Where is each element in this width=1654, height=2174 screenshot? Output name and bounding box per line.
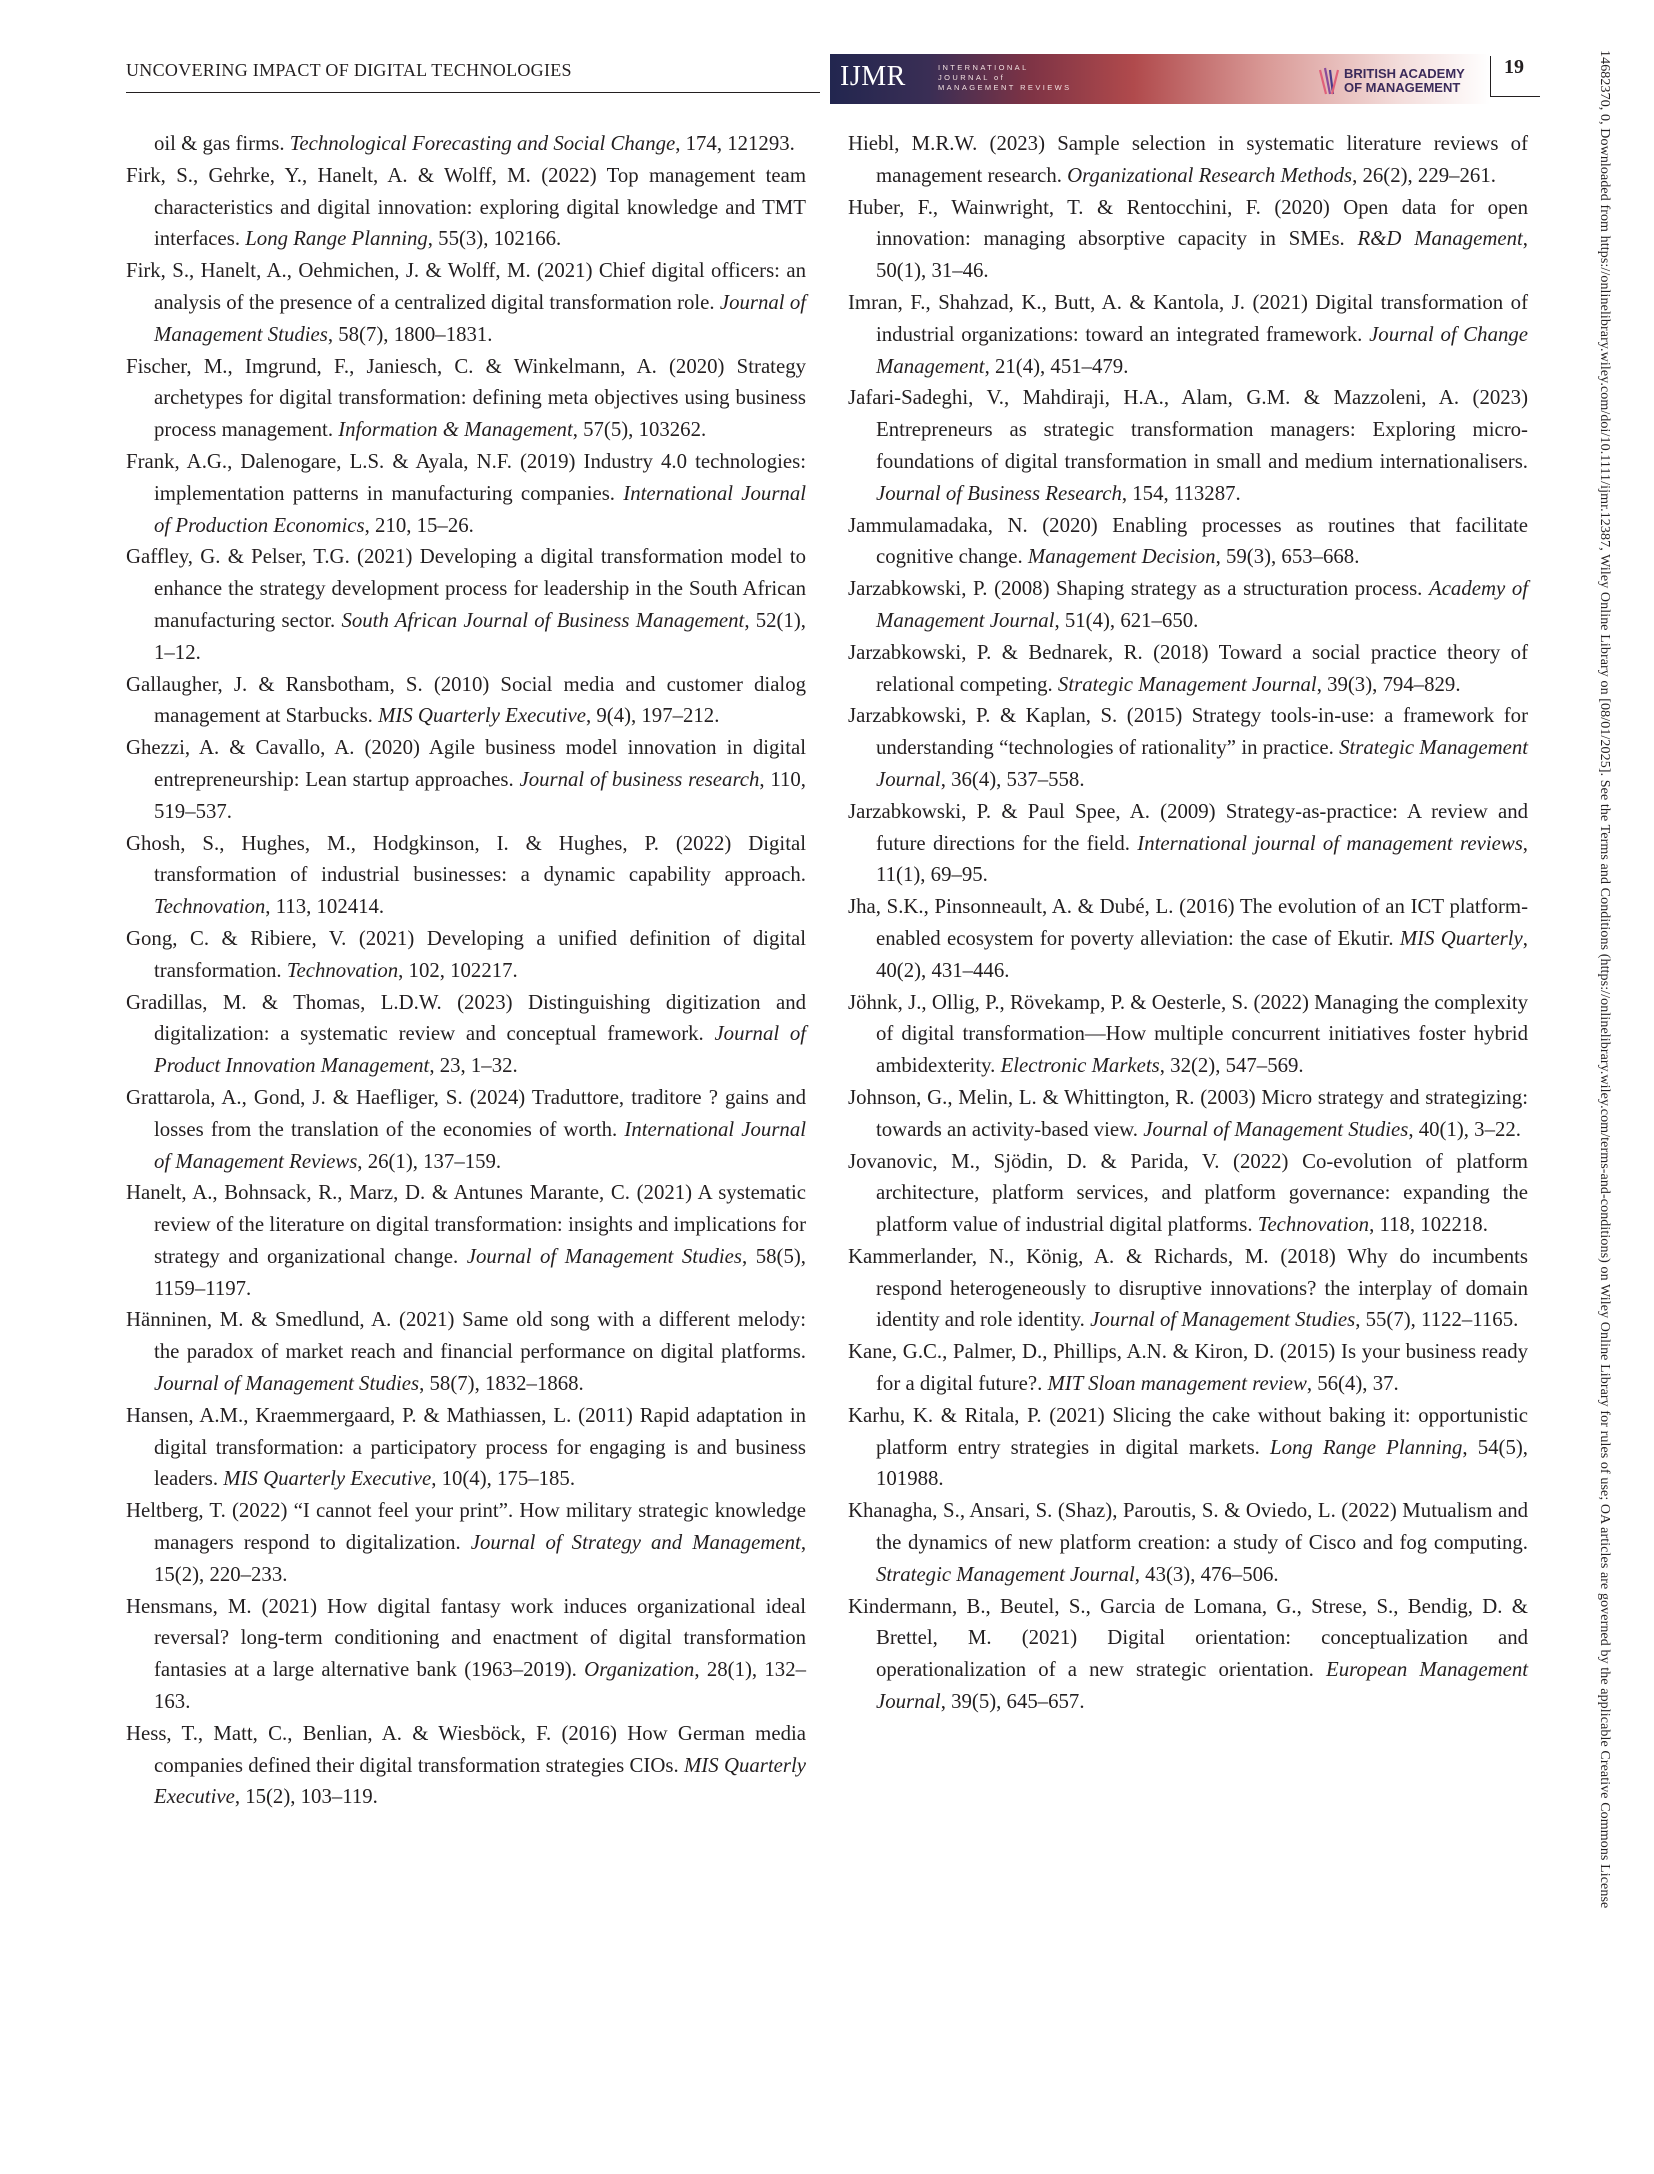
reference-entry <box>126 1495 806 1590</box>
reference-journal: Academy of Management Journal <box>876 577 1528 632</box>
reference-entry <box>848 382 1528 509</box>
reference-text: Imran, F., Shahzad, K., Butt, A. & Kantola, J. (2021) Digital transformation of industrial organizations: toward an integrated framework. <box>848 290 1528 346</box>
reference-text: Gaffley, G. & Pelser, T.G. (2021) Developing a digital transformation model to enhance the strategy development process for leadership in the South African manufacturing sector. <box>126 545 806 632</box>
reference-journal: R&D Management <box>1357 227 1523 251</box>
reference-journal: Electronic Markets <box>1000 1054 1160 1078</box>
reference-text: Khanagha, S., Ansari, S. (Shaz), Paroutis, S. & Oviedo, L. (2022) Mutualism and the dynamics of new platform creation: a study of Cisco and fog computing. <box>848 1499 1528 1555</box>
reference-journal: MIS Quarterly <box>1399 926 1523 950</box>
reference-journal: Strategic Management Journal <box>876 736 1529 791</box>
reference-citation: , 28(1), 132–163. <box>154 1658 806 1714</box>
reference-text: Kindermann, B., Beutel, S., Garcia de Lomana, G., Strese, S., Bendig, D. & Brettel, M. (2021) Digital orientation: conceptualization and operationalization of a new strategic orientation. <box>848 1594 1528 1682</box>
reference-journal: Technovation <box>1257 1213 1370 1237</box>
reference-entry <box>126 1591 806 1718</box>
reference-citation: , 210, 15–26. <box>364 513 474 537</box>
reference-text: Jarzabkowski, P. & Paul Spee, A. (2009) Strategy-as-practice: A review and future directions for the field. <box>848 799 1528 855</box>
reference-journal: Journal of business research <box>519 767 760 791</box>
reference-entry <box>126 160 806 255</box>
reference-journal: Long Range Planning <box>1270 1435 1463 1459</box>
reference-citation: , 154, 113287. <box>1121 481 1241 505</box>
reference-citation: , 26(1), 137–159. <box>357 1149 502 1173</box>
reference-citation: , 56(4), 37. <box>1306 1372 1399 1396</box>
reference-text: Jarzabkowski, P. & Kaplan, S. (2015) Strategy tools-in-use: a framework for understanding “technologies of rationality” in practice. <box>848 704 1528 760</box>
reference-text: Gallaugher, J. & Ransbotham, S. (2010) Social media and customer dialog management at Starbucks. <box>126 672 806 728</box>
reference-journal: Journal of Management Studies <box>1143 1117 1409 1141</box>
reference-text: Kane, G.C., Palmer, D., Phillips, A.N. & Kiron, D. (2015) Is your business ready for a digital future?. <box>848 1340 1528 1396</box>
reference-entry <box>126 1082 806 1177</box>
reference-citation: , 43(3), 476–506. <box>1134 1562 1279 1586</box>
reference-entry <box>126 128 806 160</box>
reference-text: Grattarola, A., Gond, J. & Haefliger, S. (2024) Traduttore, traditore ? gains and losses from the translation of the economies of worth. <box>126 1085 806 1141</box>
reference-entry <box>848 987 1528 1082</box>
header-rule <box>126 92 820 93</box>
reference-entry <box>126 732 806 827</box>
reference-entry <box>126 351 806 446</box>
reference-journal: International Journal of Management Reviews <box>154 1117 806 1173</box>
reference-citation: , 59(3), 653–668. <box>1215 545 1360 569</box>
reference-entry <box>848 1241 1528 1336</box>
reference-entry <box>848 637 1528 701</box>
reference-citation: , 58(7), 1832–1868. <box>419 1372 584 1396</box>
reference-citation: , 54(5), 101988. <box>876 1435 1528 1491</box>
reference-entry <box>126 669 806 733</box>
reference-citation: , 58(7), 1800–1831. <box>327 322 493 346</box>
reference-journal: South African Journal of Business Management <box>341 608 745 632</box>
reference-journal: Journal of Change Management <box>876 322 1528 378</box>
reference-text: Jammulamadaka, N. (2020) Enabling processes as routines that facilitate cognitive change. <box>848 513 1528 569</box>
reference-citation: , 21(4), 451–479. <box>984 354 1129 378</box>
reference-citation: , 51(4), 621–650. <box>1054 608 1199 632</box>
reference-citation: , 110, 519–537. <box>154 767 806 823</box>
reference-entry <box>848 1591 1528 1718</box>
reference-entry <box>848 1336 1528 1400</box>
reference-text: Karhu, K. & Ritala, P. (2021) Slicing the cake without baking it: opportunistic platform entry strategies in digital markets. <box>848 1403 1528 1459</box>
society-logo <box>1318 66 1478 98</box>
reference-journal: Journal of Business Research <box>876 481 1122 505</box>
references-right-column <box>848 128 1528 1718</box>
journal-logo: IJMR <box>840 61 906 92</box>
reference-journal: International Journal of Production Economics <box>154 481 806 537</box>
reference-text: Hensmans, M. (2021) How digital fantasy work induces organizational ideal reversal? long-term conditioning and enactment of digital transformation fantasies at a large alternative bank (1963–2019). <box>126 1594 806 1682</box>
references-left-column <box>126 128 806 1813</box>
reference-entry <box>848 700 1528 795</box>
reference-entry <box>126 1718 806 1813</box>
reference-journal: Organization <box>584 1658 695 1682</box>
reference-journal: Journal of Management Studies <box>154 1372 420 1396</box>
reference-journal: MIS Quarterly Executive <box>223 1467 432 1491</box>
reference-entry <box>126 828 806 923</box>
reference-text: Jovanovic, M., Sjödin, D. & Parida, V. (2022) Co-evolution of platform architecture, platform services, and platform governance: expanding the platform value of industrial digital platforms. <box>848 1149 1528 1237</box>
reference-text: Jafari-Sadeghi, V., Mahdiraji, H.A., Alam, G.M. & Mazzoleni, A. (2023) Entrepreneurs as strategic transformation managers: Exploring micro-foundations of digital transformation in small and medium internationalisers. <box>848 386 1528 473</box>
reference-journal: Journal of Management Studies <box>466 1244 742 1268</box>
reference-citation: , 15(2), 103–119. <box>234 1785 378 1809</box>
reference-citation: , 10(4), 175–185. <box>431 1467 576 1491</box>
reference-entry <box>848 1082 1528 1146</box>
reference-entry <box>126 1177 806 1304</box>
reference-text: Firk, S., Hanelt, A., Oehmichen, J. & Wolff, M. (2021) Chief digital officers: an analysis of the presence of a centralized digital transformation role. <box>126 259 806 314</box>
reference-entry <box>848 1400 1528 1495</box>
reference-journal: Journal of Product Innovation Management <box>154 1022 806 1078</box>
reference-entry <box>848 510 1528 574</box>
reference-text: Ghosh, S., Hughes, M., Hodgkinson, I. & Hughes, P. (2022) Digital transformation of industrial businesses: a dynamic capability approach. <box>126 831 806 887</box>
page-number: 19 <box>1504 56 1524 78</box>
reference-text: Jarzabkowski, P. (2008) Shaping strategy as a structuration process. <box>848 577 1429 601</box>
reference-citation: , 26(2), 229–261. <box>1352 163 1496 187</box>
reference-journal: Strategic Management Journal <box>876 1562 1135 1586</box>
reference-journal: Journal of Management Studies <box>1090 1308 1356 1332</box>
journal-full-name: INTERNATIONAL JOURNAL of MANAGEMENT REVIEWS <box>938 63 1072 92</box>
reference-entry <box>848 1146 1528 1241</box>
reference-citation: , 113, 102414. <box>265 895 385 919</box>
reference-citation: , 11(1), 69–95. <box>876 831 1528 887</box>
running-head: UNCOVERING IMPACT OF DIGITAL TECHNOLOGIES <box>126 60 572 80</box>
reference-text: oil & gas firms. <box>154 132 290 155</box>
reference-citation: , 23, 1–32. <box>429 1054 518 1078</box>
reference-journal: European Management Journal <box>876 1658 1528 1714</box>
reference-citation: , 55(3), 102166. <box>427 227 562 251</box>
reference-entry <box>126 541 806 668</box>
reference-citation: , 174, 121293. <box>675 132 795 155</box>
reference-citation: , 15(2), 220–233. <box>154 1531 807 1586</box>
reference-journal: Management Decision <box>1027 545 1216 569</box>
reference-journal: MIS Quarterly Executive <box>154 1753 806 1809</box>
reference-citation: , 102, 102217. <box>398 958 518 982</box>
reference-entry <box>848 891 1528 986</box>
reference-citation: , 118, 102218. <box>1369 1213 1488 1237</box>
reference-text: Hansen, A.M., Kraemmergaard, P. & Mathiassen, L. (2011) Rapid adaptation in digital transformation: a participatory process for engaging is and business leaders. <box>126 1403 806 1491</box>
reference-citation: , 32(2), 547–569. <box>1159 1054 1304 1078</box>
society-name: BRITISH ACADEMY OF MANAGEMENT <box>1344 66 1465 95</box>
reference-text: Gradillas, M. & Thomas, L.D.W. (2023) Distinguishing digitization and digitalization: a systematic review and conceptual framework. <box>126 990 806 1046</box>
reference-journal: Long Range Planning <box>245 227 428 251</box>
reference-text: Hiebl, M.R.W. (2023) Sample selection in systematic literature reviews of management research. <box>848 132 1528 187</box>
reference-entry <box>126 446 806 541</box>
reference-text: Hanelt, A., Bohnsack, R., Marz, D. & Antunes Marante, C. (2021) A systematic review of the literature on digital transformation: insights and implications for strategy and organizational change. <box>126 1181 806 1268</box>
page-number-separator <box>1490 56 1491 96</box>
page-number-rule <box>1490 96 1540 97</box>
reference-entry <box>126 1304 806 1399</box>
reference-citation: , 50(1), 31–46. <box>876 227 1528 283</box>
reference-citation: , 40(1), 3–22. <box>1408 1117 1521 1141</box>
reference-journal: International journal of management reviews <box>1137 831 1523 855</box>
reference-entry <box>848 192 1528 287</box>
reference-journal: Journal of Strategy and Management <box>470 1531 801 1555</box>
reference-text: Johnson, G., Melin, L. & Whittington, R. (2003) Micro strategy and strategizing: towards an activity-based view. <box>848 1085 1528 1141</box>
reference-text: Firk, S., Gehrke, Y., Hanelt, A. & Wolff, M. (2022) Top management team characteristics and digital innovation: exploring digital knowledge and TMT interfaces. <box>126 163 806 251</box>
reference-journal: Journal of Management Studies <box>154 290 806 346</box>
reference-citation: , 9(4), 197–212. <box>585 704 720 728</box>
download-notice: 14682370, 0, Downloaded from https://onlinelibrary.wiley.com/doi/10.1111/ijmr.12387, Wiley Online Library on [08/01/2025]. See the Terms and Conditions (https://onlinelibrary.wiley.com/terms-and-conditions) on Wiley Online Library for rules of use; OA articles are governed by the applicable Creative Commons License <box>1597 50 1612 1909</box>
reference-citation: , 57(5), 103262. <box>572 418 707 442</box>
reference-text: Frank, A.G., Dalenogare, L.S. & Ayala, N.F. (2019) Industry 4.0 technologies: implementation patterns in manufacturing companies. <box>126 449 806 505</box>
reference-text: Ghezzi, A. & Cavallo, A. (2020) Agile business model innovation in digital entrepreneurship: Lean startup approaches. <box>126 736 806 791</box>
reference-entry <box>126 923 806 987</box>
reference-citation: , 39(5), 645–657. <box>940 1690 1085 1714</box>
reference-text: Huber, F., Wainwright, T. & Rentocchini, F. (2020) Open data for open innovation: managing absorptive capacity in SMEs. <box>848 195 1528 251</box>
reference-citation: , 39(3), 794–829. <box>1316 672 1461 696</box>
reference-journal: Information & Management <box>338 418 573 442</box>
reference-text: Jha, S.K., Pinsonneault, A. & Dubé, L. (2016) The evolution of an ICT platform-enabled ecosystem for poverty alleviation: the case of Ekutir. <box>848 895 1528 950</box>
reference-journal: Strategic Management Journal <box>1057 672 1317 696</box>
reference-journal: MIT Sloan management review <box>1047 1372 1307 1396</box>
reference-citation: , 58(5), 1159–1197. <box>154 1244 807 1300</box>
reference-entry <box>848 287 1528 382</box>
reference-citation: , 36(4), 537–558. <box>940 767 1085 791</box>
reference-text: Jöhnk, J., Ollig, P., Rövekamp, P. & Oesterle, S. (2022) Managing the complexity of digital transformation—How multiple concurrent initiatives foster hybrid ambidexterity. <box>848 990 1528 1078</box>
reference-entry <box>848 1495 1528 1590</box>
reference-text: Hess, T., Matt, C., Benlian, A. & Wiesböck, F. (2016) How German media companies defined their digital transformation strategies CIOs. <box>126 1721 806 1777</box>
reference-text: Hänninen, M. & Smedlund, A. (2021) Same old song with a different melody: the paradox of market reach and financial performance on digital platforms. <box>126 1308 806 1364</box>
reference-citation: , 40(2), 431–446. <box>876 926 1528 982</box>
reference-text: Gong, C. & Ribiere, V. (2021) Developing a unified definition of digital transformation. <box>126 926 806 982</box>
reference-entry <box>126 1400 806 1495</box>
reference-journal: Technovation <box>154 895 266 919</box>
reference-journal: Organizational Research Methods <box>1067 163 1353 187</box>
reference-text: Fischer, M., Imgrund, F., Janiesch, C. & Winkelmann, A. (2020) Strategy archetypes for digital transformation: defining meta objectives using business process management. <box>126 354 806 442</box>
reference-journal: MIS Quarterly Executive <box>378 704 586 728</box>
reference-journal: Technovation <box>286 958 399 982</box>
reference-entry <box>126 255 806 350</box>
reference-entry <box>848 796 1528 891</box>
reference-citation: , 52(1), 1–12. <box>154 608 807 664</box>
reference-entry <box>126 987 806 1082</box>
bam-mark-icon <box>1318 66 1340 96</box>
reference-citation: , 55(7), 1122–1165. <box>1355 1308 1519 1332</box>
reference-text: Kammerlander, N., König, A. & Richards, M. (2018) Why do incumbents respond heterogeneously to disruptive innovations? the interplay of domain identity and role identity. <box>848 1244 1528 1332</box>
reference-journal: Technological Forecasting and Social Change <box>289 132 676 155</box>
reference-entry <box>848 128 1528 192</box>
reference-text: Heltberg, T. (2022) “I cannot feel your print”. How military strategic knowledge managers respond to digitalization. <box>126 1499 806 1555</box>
reference-entry <box>848 573 1528 637</box>
reference-text: Jarzabkowski, P. & Bednarek, R. (2018) Toward a social practice theory of relational competing. <box>848 640 1528 696</box>
